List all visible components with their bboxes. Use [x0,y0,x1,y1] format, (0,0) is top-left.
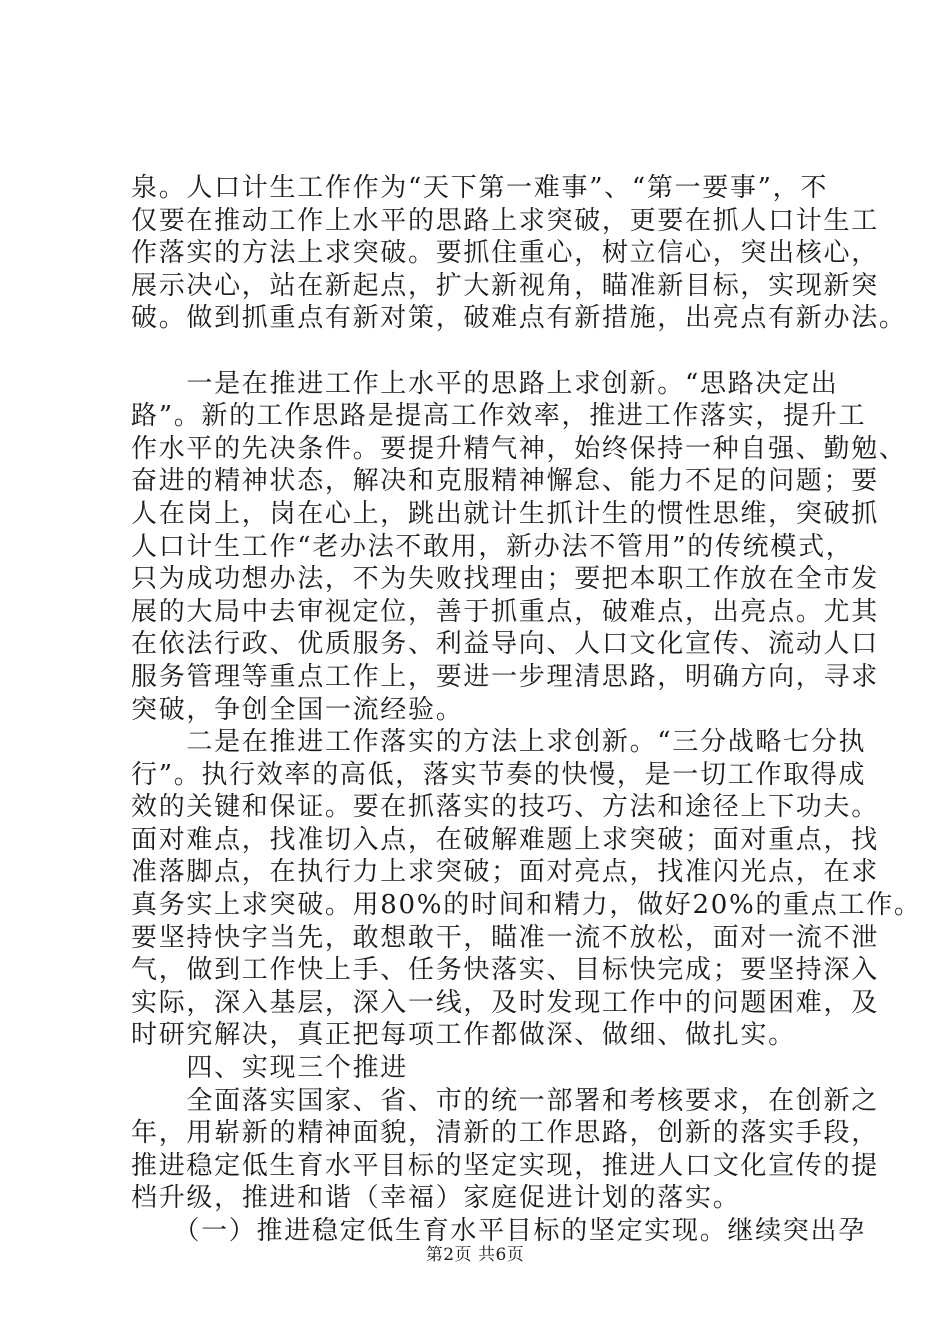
text-line: 年，用崭新的精神面貌，清新的工作思路，创新的落实手段， [131,1118,879,1149]
document-body [131,172,922,1248]
page-footer: 第2页 共6页 [425,1245,525,1265]
text-line: 时研究解决，真正把每项工作都做深、做细、做扎实。 [131,1020,796,1051]
text-line: 实际，深入基层，深入一线，及时发现工作中的问题困难，及 [131,987,879,1018]
text-line: 在依法行政、优质服务、利益导向、人口文化宣传、流动人口 [131,629,879,660]
text-line: 面对难点，找准切入点，在破解难题上求突破；面对重点，找 [131,824,879,855]
text-line: 行”。执行效率的高低，落实节奏的快慢，是一切工作取得成 [131,759,867,790]
text-line: 二是在推进工作落实的方法上求创新。“三分战略七分执 [131,727,867,758]
text-line: 推进稳定低生育水平目标的坚定实现，推进人口文化宣传的提 [131,1150,879,1181]
text-line: 准落脚点，在执行力上求突破；面对亮点，找准闪光点，在求 [131,857,879,888]
text-line: 作水平的先决条件。要提升精气神，始终保持一种自强、勤勉、 [131,433,907,464]
text-line: 突破，争创全国一流经验。 [131,694,464,725]
text-line: 展示决心，站在新起点，扩大新视角，瞄准新目标，实现新突 [131,270,879,301]
text-line: 档升级，推进和谐（幸福）家庭促进计划的落实。 [131,1183,741,1214]
text-line: 全面落实国家、省、市的统一部署和考核要求，在创新之 [131,1085,879,1116]
paragraph-gap [131,335,831,368]
text-line: 人在岗上，岗在心上，跳出就计生抓计生的惯性思维，突破抓 [131,498,879,529]
text-line: 只为成功想办法，不为失败找理由；要把本职工作放在全市发 [131,564,879,595]
text-line: （一）推进稳定低生育水平目标的坚定实现。继续突出孕 [131,1216,866,1246]
text-line: 人口计生工作“老办法不敢用，新办法不管用”的传统模式， [131,531,854,562]
text-line: 四、实现三个推进 [131,1053,409,1084]
text-line: 服务管理等重点工作上，要进一步理清思路，明确方向，寻求 [131,661,879,692]
text-line: 效的关键和保证。要在抓落实的技巧、方法和途径上下功夫。 [131,792,879,823]
text-line: 仅要在推动工作上水平的思路上求突破，更要在抓人口计生工 [131,205,879,236]
text-line: 展的大局中去审视定位，善于抓重点，破难点，出亮点。尤其 [131,596,879,627]
text-line: 一是在推进工作上水平的思路上求创新。“思路决定出 [131,368,839,399]
text-line: 路”。新的工作思路是提高工作效率，推进工作落实，提升工 [131,401,867,432]
text-line: 要坚持快字当先，敢想敢干，瞄准一流不放松，面对一流不泄 [131,922,879,953]
text-line: 泉。人口计生工作作为“天下第一难事”、“第一要事”，不 [131,173,829,203]
text-line: 奋进的精神状态，解决和克服精神懈怠、能力不足的问题；要 [131,466,879,497]
text-line: 真务实上求突破。用80%的时间和精力，做好20%的重点工作。 [131,890,922,921]
text-line: 破。做到抓重点有新对策，破难点有新措施，出亮点有新办法。 [131,303,907,334]
text-line: 气，做到工作快上手、任务快落实、目标快完成；要坚持深入 [131,955,879,986]
text-line: 作落实的方法上求突破。要抓住重心，树立信心，突出核心， [131,238,879,269]
